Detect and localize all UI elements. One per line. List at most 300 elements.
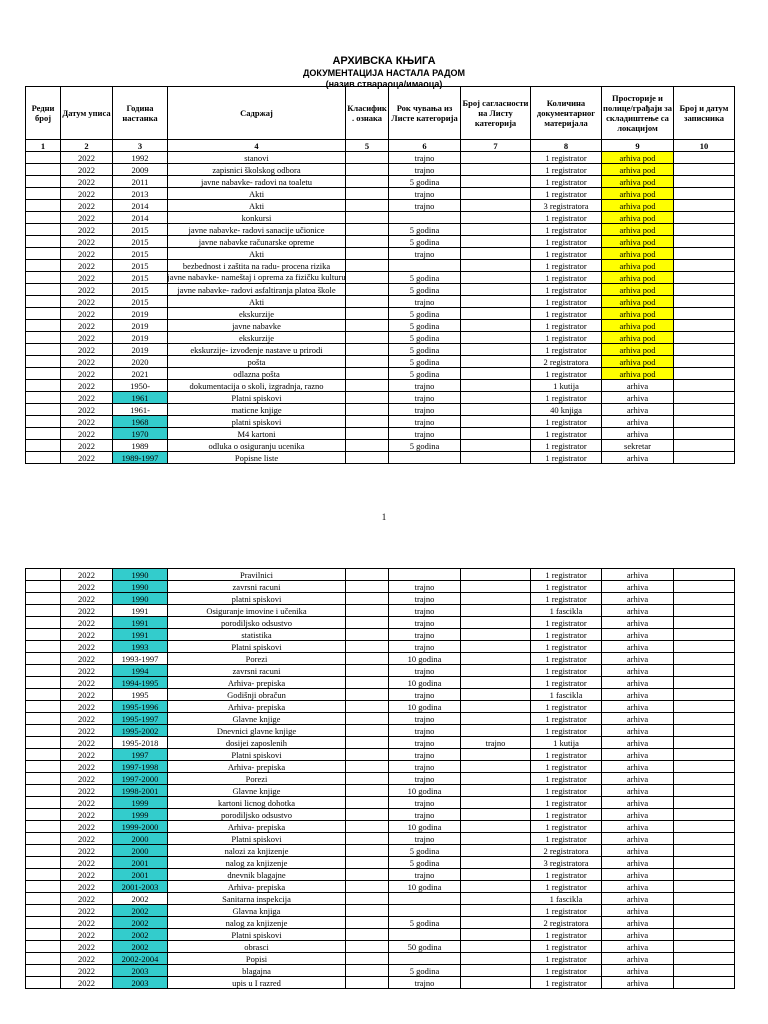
approval-cell <box>461 344 531 356</box>
content-cell: zavrsni racuni <box>168 581 346 593</box>
content-cell: Arhiva- prepiska <box>168 677 346 689</box>
year-cell: 1997-1998 <box>113 761 168 773</box>
table-row <box>26 272 735 284</box>
quantity-cell: 2 registratora <box>531 845 602 857</box>
location-cell: arhiva <box>602 905 674 917</box>
approval-cell <box>461 665 531 677</box>
quantity-cell: 1 registrator <box>531 176 602 188</box>
retention-cell <box>389 569 461 581</box>
classification-cell <box>346 356 389 368</box>
table-row <box>26 296 735 308</box>
location-cell: arhiva <box>602 941 674 953</box>
retention-cell: 5 godina <box>389 284 461 296</box>
approval-cell <box>461 152 531 164</box>
retention-cell: trajno <box>389 809 461 821</box>
entry-date-cell: 2022 <box>61 248 113 260</box>
classification-cell <box>346 284 389 296</box>
content-cell: Godišnji obračun <box>168 689 346 701</box>
row-number-cell <box>26 641 61 653</box>
year-cell: 2015 <box>113 284 168 296</box>
entry-date-cell: 2022 <box>61 857 113 869</box>
year-cell: 1991 <box>113 605 168 617</box>
quantity-cell: 1 registrator <box>531 785 602 797</box>
entry-date-cell: 2022 <box>61 320 113 332</box>
year-cell: 2002-2004 <box>113 953 168 965</box>
year-cell: 2014 <box>113 212 168 224</box>
record-cell <box>674 248 735 260</box>
retention-cell: 5 godina <box>389 224 461 236</box>
content-cell: statistika <box>168 629 346 641</box>
table-row <box>26 344 735 356</box>
location-cell: arhiva <box>602 749 674 761</box>
table-row <box>26 569 735 581</box>
approval-cell <box>461 308 531 320</box>
location-cell: arhiva pod <box>602 188 674 200</box>
approval-cell <box>461 893 531 905</box>
quantity-cell: 1 registrator <box>531 665 602 677</box>
row-number-cell <box>26 941 61 953</box>
location-cell: arhiva <box>602 677 674 689</box>
table-row <box>26 416 735 428</box>
quantity-cell: 1 registrator <box>531 881 602 893</box>
classification-cell <box>346 713 389 725</box>
approval-cell <box>461 416 531 428</box>
content-cell: odluka o osiguranju ucenika <box>168 440 346 452</box>
location-cell: arhiva pod <box>602 248 674 260</box>
content-cell: Pravilnici <box>168 569 346 581</box>
record-cell <box>674 617 735 629</box>
classification-cell <box>346 917 389 929</box>
content-cell: nalog za knjizenje <box>168 857 346 869</box>
classification-cell <box>346 344 389 356</box>
quantity-cell: 1 registrator <box>531 428 602 440</box>
year-cell: 1991 <box>113 629 168 641</box>
year-cell: 1990 <box>113 593 168 605</box>
column-header: Класифик . ознака <box>346 87 389 140</box>
row-number-cell <box>26 893 61 905</box>
row-number-cell <box>26 617 61 629</box>
record-cell <box>674 665 735 677</box>
retention-cell: trajno <box>389 581 461 593</box>
retention-cell: trajno <box>389 392 461 404</box>
year-cell: 2013 <box>113 188 168 200</box>
location-cell: arhiva <box>602 665 674 677</box>
approval-cell <box>461 953 531 965</box>
entry-date-cell: 2022 <box>61 881 113 893</box>
row-number-cell <box>26 953 61 965</box>
record-cell <box>674 749 735 761</box>
content-cell: dosijei zaposlenih <box>168 737 346 749</box>
column-number: 2 <box>61 140 113 152</box>
year-cell: 1995-1997 <box>113 713 168 725</box>
table-row <box>26 773 735 785</box>
location-cell: arhiva pod <box>602 296 674 308</box>
column-header: Рок чувања из Листе категорија <box>389 87 461 140</box>
entry-date-cell: 2022 <box>61 617 113 629</box>
table-row <box>26 893 735 905</box>
table-row <box>26 713 735 725</box>
row-number-cell <box>26 881 61 893</box>
content-cell: ekskurzije- izvođenje nastave u prirodi <box>168 344 346 356</box>
content-cell: Platni spiskovi <box>168 929 346 941</box>
approval-cell <box>461 701 531 713</box>
classification-cell <box>346 581 389 593</box>
content-cell <box>168 272 346 284</box>
retention-cell: trajno <box>389 296 461 308</box>
table-row <box>26 320 735 332</box>
record-cell <box>674 701 735 713</box>
entry-date-cell: 2022 <box>61 893 113 905</box>
year-cell: 1961 <box>113 392 168 404</box>
classification-cell <box>346 953 389 965</box>
retention-cell: trajno <box>389 641 461 653</box>
entry-date-cell: 2022 <box>61 737 113 749</box>
row-number-cell <box>26 797 61 809</box>
retention-cell: trajno <box>389 797 461 809</box>
quantity-cell: 1 fascikla <box>531 893 602 905</box>
retention-cell <box>389 893 461 905</box>
row-number-cell <box>26 929 61 941</box>
entry-date-cell: 2022 <box>61 641 113 653</box>
location-cell: arhiva <box>602 725 674 737</box>
approval-cell <box>461 236 531 248</box>
retention-cell: 5 godina <box>389 176 461 188</box>
content-cell: Platni spiskovi <box>168 833 346 845</box>
year-cell: 2015 <box>113 236 168 248</box>
table-row <box>26 809 735 821</box>
location-cell: arhiva <box>602 977 674 989</box>
retention-cell <box>389 929 461 941</box>
classification-cell <box>346 941 389 953</box>
approval-cell <box>461 965 531 977</box>
record-cell <box>674 224 735 236</box>
approval-cell <box>461 272 531 284</box>
classification-cell <box>346 641 389 653</box>
table-header-row <box>26 87 735 140</box>
record-cell <box>674 713 735 725</box>
approval-cell <box>461 689 531 701</box>
table-row <box>26 881 735 893</box>
entry-date-cell: 2022 <box>61 296 113 308</box>
location-cell: arhiva pod <box>602 224 674 236</box>
location-cell: arhiva <box>602 653 674 665</box>
retention-cell: trajno <box>389 404 461 416</box>
quantity-cell: 40 knjiga <box>531 404 602 416</box>
table-row <box>26 977 735 989</box>
content-text: javne nabavke- nameštaj i oprema za fizičku kulturu <box>167 272 346 282</box>
entry-date-cell: 2022 <box>61 260 113 272</box>
book-title: АРХИВСКА КЊИГА <box>332 55 436 67</box>
location-cell: arhiva pod <box>602 164 674 176</box>
quantity-cell: 1 registrator <box>531 641 602 653</box>
record-cell <box>674 212 735 224</box>
row-number-cell <box>26 761 61 773</box>
table-row <box>26 212 735 224</box>
classification-cell <box>346 296 389 308</box>
content-cell: kartoni licnog dohotka <box>168 797 346 809</box>
record-cell <box>674 833 735 845</box>
location-cell: arhiva <box>602 797 674 809</box>
approval-cell <box>461 833 531 845</box>
record-cell <box>674 869 735 881</box>
entry-date-cell: 2022 <box>61 629 113 641</box>
table-row <box>26 308 735 320</box>
content-cell: Popisi <box>168 953 346 965</box>
row-number-cell <box>26 869 61 881</box>
retention-cell: trajno <box>389 725 461 737</box>
quantity-cell: 1 registrator <box>531 248 602 260</box>
approval-cell <box>461 581 531 593</box>
year-cell: 1950- <box>113 380 168 392</box>
quantity-cell: 1 registrator <box>531 977 602 989</box>
row-number-cell <box>26 404 61 416</box>
quantity-cell: 1 registrator <box>531 260 602 272</box>
classification-cell <box>346 653 389 665</box>
retention-cell: trajno <box>389 593 461 605</box>
content-cell: stanovi <box>168 152 346 164</box>
quantity-cell: 1 kutija <box>531 380 602 392</box>
archive-table-page-1 <box>25 86 735 464</box>
record-cell <box>674 428 735 440</box>
entry-date-cell: 2022 <box>61 929 113 941</box>
content-cell: obrasci <box>168 941 346 953</box>
quantity-cell: 1 registrator <box>531 905 602 917</box>
table-row <box>26 404 735 416</box>
location-cell: arhiva pod <box>602 260 674 272</box>
approval-cell <box>461 929 531 941</box>
quantity-cell: 2 registratora <box>531 917 602 929</box>
quantity-cell: 1 registrator <box>531 653 602 665</box>
content-cell: Glavne knjige <box>168 713 346 725</box>
content-cell: Porezi <box>168 653 346 665</box>
location-cell: arhiva <box>602 629 674 641</box>
table-row <box>26 929 735 941</box>
classification-cell <box>346 428 389 440</box>
classification-cell <box>346 368 389 380</box>
record-cell <box>674 404 735 416</box>
content-cell: javne nabavke računarske opreme <box>168 236 346 248</box>
entry-date-cell: 2022 <box>61 797 113 809</box>
retention-cell: trajno <box>389 869 461 881</box>
classification-cell <box>346 701 389 713</box>
location-cell: arhiva <box>602 785 674 797</box>
approval-cell <box>461 845 531 857</box>
classification-cell <box>346 749 389 761</box>
column-number: 5 <box>346 140 389 152</box>
approval-cell <box>461 629 531 641</box>
row-number-cell <box>26 200 61 212</box>
quantity-cell: 1 registrator <box>531 809 602 821</box>
retention-cell: trajno <box>389 605 461 617</box>
retention-cell: 5 godina <box>389 965 461 977</box>
content-cell: Osiguranje imovine i učenika <box>168 605 346 617</box>
approval-cell <box>461 797 531 809</box>
location-cell: arhiva <box>602 893 674 905</box>
row-number-cell <box>26 344 61 356</box>
quantity-cell: 1 registrator <box>531 236 602 248</box>
row-number-cell <box>26 368 61 380</box>
retention-cell: trajno <box>389 200 461 212</box>
quantity-cell: 1 registrator <box>531 212 602 224</box>
record-cell <box>674 152 735 164</box>
year-cell: 1992 <box>113 152 168 164</box>
year-cell: 2019 <box>113 320 168 332</box>
column-number: 8 <box>531 140 602 152</box>
entry-date-cell: 2022 <box>61 356 113 368</box>
classification-cell <box>346 689 389 701</box>
entry-date-cell: 2022 <box>61 689 113 701</box>
content-cell: Dnevnici glavne knjige <box>168 725 346 737</box>
entry-date-cell: 2022 <box>61 749 113 761</box>
approval-cell <box>461 569 531 581</box>
retention-cell: 5 godina <box>389 440 461 452</box>
table-row <box>26 689 735 701</box>
location-cell: arhiva pod <box>602 212 674 224</box>
year-cell: 1999 <box>113 797 168 809</box>
quantity-cell: 1 kutija <box>531 737 602 749</box>
record-cell <box>674 929 735 941</box>
approval-cell <box>461 713 531 725</box>
quantity-cell: 1 registrator <box>531 725 602 737</box>
record-cell <box>674 821 735 833</box>
content-cell: maticne knjige <box>168 404 346 416</box>
location-cell: arhiva <box>602 593 674 605</box>
table-row <box>26 821 735 833</box>
quantity-cell: 1 registrator <box>531 593 602 605</box>
content-cell: Akti <box>168 188 346 200</box>
column-header: Просторије и полице/грађаји за складиштење са локацијом <box>602 87 674 140</box>
classification-cell <box>346 404 389 416</box>
classification-cell <box>346 929 389 941</box>
row-number-cell <box>26 569 61 581</box>
quantity-cell: 1 registrator <box>531 152 602 164</box>
column-number: 7 <box>461 140 531 152</box>
entry-date-cell: 2022 <box>61 284 113 296</box>
row-number-cell <box>26 428 61 440</box>
classification-cell <box>346 737 389 749</box>
record-cell <box>674 188 735 200</box>
content-cell: Glavna knjiga <box>168 905 346 917</box>
table-row <box>26 260 735 272</box>
location-cell: arhiva <box>602 416 674 428</box>
record-cell <box>674 332 735 344</box>
classification-cell <box>346 821 389 833</box>
entry-date-cell: 2022 <box>61 164 113 176</box>
classification-cell <box>346 857 389 869</box>
entry-date-cell: 2022 <box>61 224 113 236</box>
retention-cell: 5 godina <box>389 368 461 380</box>
retention-cell <box>389 953 461 965</box>
content-cell: Sanitarna inspekcija <box>168 893 346 905</box>
location-cell: arhiva <box>602 917 674 929</box>
column-number: 4 <box>168 140 346 152</box>
row-number-cell <box>26 236 61 248</box>
entry-date-cell: 2022 <box>61 653 113 665</box>
entry-date-cell: 2022 <box>61 773 113 785</box>
record-cell <box>674 344 735 356</box>
record-cell <box>674 905 735 917</box>
table-row <box>26 797 735 809</box>
classification-cell <box>346 833 389 845</box>
quantity-cell: 1 registrator <box>531 332 602 344</box>
classification-cell <box>346 881 389 893</box>
year-cell: 2015 <box>113 224 168 236</box>
table-row <box>26 725 735 737</box>
quantity-cell: 1 registrator <box>531 320 602 332</box>
classification-cell <box>346 164 389 176</box>
year-cell: 2019 <box>113 332 168 344</box>
content-cell: Arhiva- prepiska <box>168 881 346 893</box>
location-cell: arhiva <box>602 605 674 617</box>
classification-cell <box>346 593 389 605</box>
row-number-cell <box>26 629 61 641</box>
year-cell: 1999-2000 <box>113 821 168 833</box>
quantity-cell: 1 registrator <box>531 164 602 176</box>
entry-date-cell: 2022 <box>61 380 113 392</box>
retention-cell: trajno <box>389 737 461 749</box>
quantity-cell: 1 registrator <box>531 749 602 761</box>
table-row <box>26 356 735 368</box>
row-number-cell <box>26 272 61 284</box>
table-row <box>26 428 735 440</box>
entry-date-cell: 2022 <box>61 977 113 989</box>
row-number-cell <box>26 977 61 989</box>
entry-date-cell: 2022 <box>61 941 113 953</box>
row-number-cell <box>26 665 61 677</box>
table-row <box>26 677 735 689</box>
approval-cell <box>461 440 531 452</box>
entry-date-cell: 2022 <box>61 701 113 713</box>
year-cell: 2015 <box>113 248 168 260</box>
entry-date-cell: 2022 <box>61 713 113 725</box>
classification-cell <box>346 761 389 773</box>
record-cell <box>674 308 735 320</box>
content-cell: upis u I razred <box>168 977 346 989</box>
content-cell: konkursi <box>168 212 346 224</box>
retention-cell <box>389 260 461 272</box>
classification-cell <box>346 272 389 284</box>
record-cell <box>674 689 735 701</box>
row-number-cell <box>26 164 61 176</box>
content-cell: M4 kartoni <box>168 428 346 440</box>
record-cell <box>674 356 735 368</box>
record-cell <box>674 569 735 581</box>
row-number-cell <box>26 785 61 797</box>
table-row <box>26 953 735 965</box>
approval-cell <box>461 917 531 929</box>
approval-cell <box>461 617 531 629</box>
content-cell: Glavne knjige <box>168 785 346 797</box>
column-header: Година настанка <box>113 87 168 140</box>
approval-cell <box>461 248 531 260</box>
year-cell: 1993-1997 <box>113 653 168 665</box>
record-cell <box>674 725 735 737</box>
location-cell: arhiva <box>602 701 674 713</box>
location-cell: arhiva <box>602 617 674 629</box>
table-row <box>26 284 735 296</box>
retention-cell: 5 godina <box>389 857 461 869</box>
approval-cell <box>461 356 531 368</box>
content-cell: Akti <box>168 296 346 308</box>
year-cell: 2001 <box>113 869 168 881</box>
classification-cell <box>346 200 389 212</box>
column-number: 10 <box>674 140 735 152</box>
content-cell: nalozi za knjizenje <box>168 845 346 857</box>
quantity-cell: 1 registrator <box>531 617 602 629</box>
table-row <box>26 845 735 857</box>
year-cell: 2015 <box>113 260 168 272</box>
approval-cell <box>461 869 531 881</box>
